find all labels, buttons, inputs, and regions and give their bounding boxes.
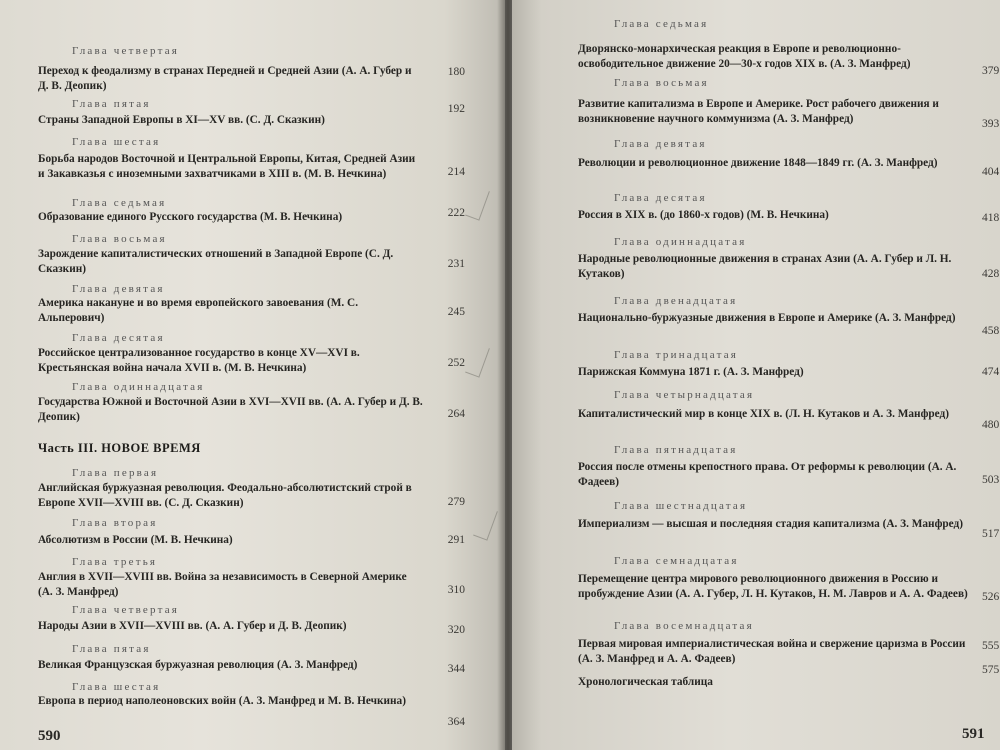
chapter-title: Парижская Коммуна 1871 г. (А. З. Манфред) (578, 366, 804, 378)
chapter-label: Глава первая (72, 467, 159, 479)
pencil-check-mark (473, 506, 498, 540)
pencil-check-mark (465, 186, 490, 220)
page-number: 480 (982, 419, 1000, 431)
chapter-title: Переход к феодализму в странах Передней и Средней Азии (А. А. Губер и Д. В. Деопик) (38, 65, 412, 92)
right-page (512, 0, 1000, 750)
page-number: 526 (982, 591, 1000, 603)
page-number: 252 (447, 357, 465, 369)
chapter-title: Первая мировая империалистическая война и свержение царизма в России (А. З. Манфред и А. А. Фадеев) (578, 638, 966, 665)
page-folio: 591 (962, 726, 985, 742)
chapter-label: Глава одиннадцатая (72, 381, 205, 393)
page-number: 264 (447, 408, 465, 420)
pencil-check-mark (465, 343, 490, 377)
page-folio: 590 (38, 728, 61, 744)
chapter-title: Борьба народов Восточной и Центральной Европы, Китая, Средней Азии и Закавказья с иноземными захватчиками в XIII в. (М. В. Нечкина) (38, 153, 416, 180)
chapter-label: Глава пятая (72, 98, 151, 110)
chapter-label: Глава семнадцатая (614, 555, 739, 567)
page-number: 379 (982, 65, 1000, 77)
page-number: 192 (447, 103, 465, 115)
chapter-title: Развитие капитализма в Европе и Америке. Рост рабочего движения и возникновение научного коммунизма (А. З. Манфред) (578, 98, 939, 125)
chapter-title: Россия после отмены крепостного права. От реформы к революции (А. А. Фадеев) (578, 461, 957, 488)
chapter-title: Российское централизованное государство в конце XV—XVI в. Крестьянская война начала XVII в. (М. В. Нечкина) (38, 347, 360, 374)
page-number: 393 (982, 118, 1000, 130)
chapter-title: Английская буржуазная революция. Феодально-абсолютистский строй в Европе XVII—XVIII вв. (С. Д. Сказкин) (38, 482, 412, 509)
chapter-label: Глава девятая (614, 138, 707, 150)
chapter-label: Глава пятая (72, 643, 151, 655)
chapter-label: Глава седьмая (614, 18, 709, 30)
page-number: 279 (447, 496, 465, 508)
chapter-title: Перемещение центра мирового революционного движения в Россию и пробуждение Азии (А. А. Губер, Л. Н. Кутаков, Н. М. Лавров и А. А. Фадеев) (578, 573, 968, 600)
chapter-title: Абсолютизм в России (М. В. Нечкина) (38, 534, 233, 546)
chapter-title: Европа в период наполеоновских войн (А. З. Манфред и М. В. Нечкина) (38, 695, 406, 707)
chapter-title: Национально-буржуазные движения в Европе и Америке (А. З. Манфред) (578, 312, 956, 324)
page-number: 231 (447, 258, 465, 270)
chapter-title: Англия в XVII—XVIII вв. Война за независимость в Северной Америке (А. З. Манфред) (38, 571, 407, 598)
chapter-title: Революции и революционное движение 1848—1849 гг. (А. З. Манфред) (578, 157, 938, 169)
page-number: 310 (447, 584, 465, 596)
page-number: 428 (982, 268, 1000, 280)
chapter-title: Народы Азии в XVII—XVIII вв. (А. А. Губер и Д. В. Деопик) (38, 620, 347, 632)
chapter-label: Глава десятая (614, 192, 707, 204)
chapter-label: Глава тринадцатая (614, 349, 739, 361)
page-number: 474 (982, 366, 1000, 378)
chapter-title: Государства Южной и Восточной Азии в XVI—XVII вв. (А. А. Губер и Д. В. Деопик) (38, 396, 423, 423)
chapter-title: Народные революционные движения в странах Азии (А. А. Губер и Л. Н. Кутаков) (578, 253, 952, 280)
page-number: 575 (982, 664, 1000, 676)
chapter-title: Дворянско-монархическая реакция в Европе и революционно-освободительное движение 20—30-х годов XIX в. (А. З. Манфред) (578, 43, 911, 70)
chapter-label: Глава девятая (72, 283, 165, 295)
chapter-label: Глава пятнадцатая (614, 444, 738, 456)
page-number: 245 (447, 306, 465, 318)
page-number: 458 (982, 325, 1000, 337)
chapter-title: Америка накануне и во время европейского завоевания (М. С. Альперович) (38, 297, 359, 324)
chapter-label: Глава седьмая (72, 197, 167, 209)
page-number: 404 (982, 166, 1000, 178)
chapter-label: Глава восемнадцатая (614, 620, 754, 632)
page-number: 180 (447, 66, 465, 78)
chapter-label: Глава восьмая (72, 233, 167, 245)
chapter-label: Глава восьмая (614, 77, 709, 89)
chapter-title: Великая Французская буржуазная революция (А. З. Манфред) (38, 659, 358, 671)
page-number: 291 (447, 534, 465, 546)
page-number: 555 (982, 640, 1000, 652)
chapter-title: Империализм — высшая и последняя стадия капитализма (А. З. Манфред) (578, 518, 964, 530)
chapter-label: Глава десятая (72, 332, 165, 344)
chapter-label: Глава четырнадцатая (614, 389, 755, 401)
page-number: 517 (982, 528, 1000, 540)
page-number: 503 (982, 474, 1000, 486)
part-heading: Часть III. НОВОЕ ВРЕМЯ (38, 441, 201, 455)
chapter-label: Глава вторая (72, 517, 158, 529)
page-number: 320 (447, 624, 465, 636)
chapter-label: Глава двенадцатая (614, 295, 738, 307)
chapter-title: Россия в XIX в. (до 1860-х годов) (М. В. Нечкина) (578, 209, 829, 221)
chapter-label: Глава третья (72, 556, 158, 568)
chapter-label: Глава шестнадцатая (614, 500, 748, 512)
page-number: 214 (447, 166, 465, 178)
chapter-title: Образование единого Русского государства (М. В. Нечкина) (38, 211, 343, 223)
chapter-label: Глава шестая (72, 136, 161, 148)
chapter-title: Капиталистический мир в конце XIX в. (Л. Н. Кутаков и А. З. Манфред) (578, 408, 950, 420)
chapter-label: Глава четвертая (72, 604, 180, 616)
chapter-title: Страны Западной Европы в XI—XV вв. (С. Д. Сказкин) (38, 114, 325, 126)
chapter-label: Глава одиннадцатая (614, 236, 747, 248)
page-number: 418 (982, 212, 1000, 224)
page-number: 344 (447, 663, 465, 675)
chapter-label: Глава четвертая (72, 45, 180, 57)
chapter-title: Хронологическая таблица (578, 676, 713, 688)
chapter-title: Зарождение капиталистических отношений в Западной Европе (С. Д. Сказкин) (38, 248, 394, 275)
chapter-label: Глава шестая (72, 681, 161, 693)
page-number: 364 (447, 716, 465, 728)
page-number: 222 (447, 207, 465, 219)
